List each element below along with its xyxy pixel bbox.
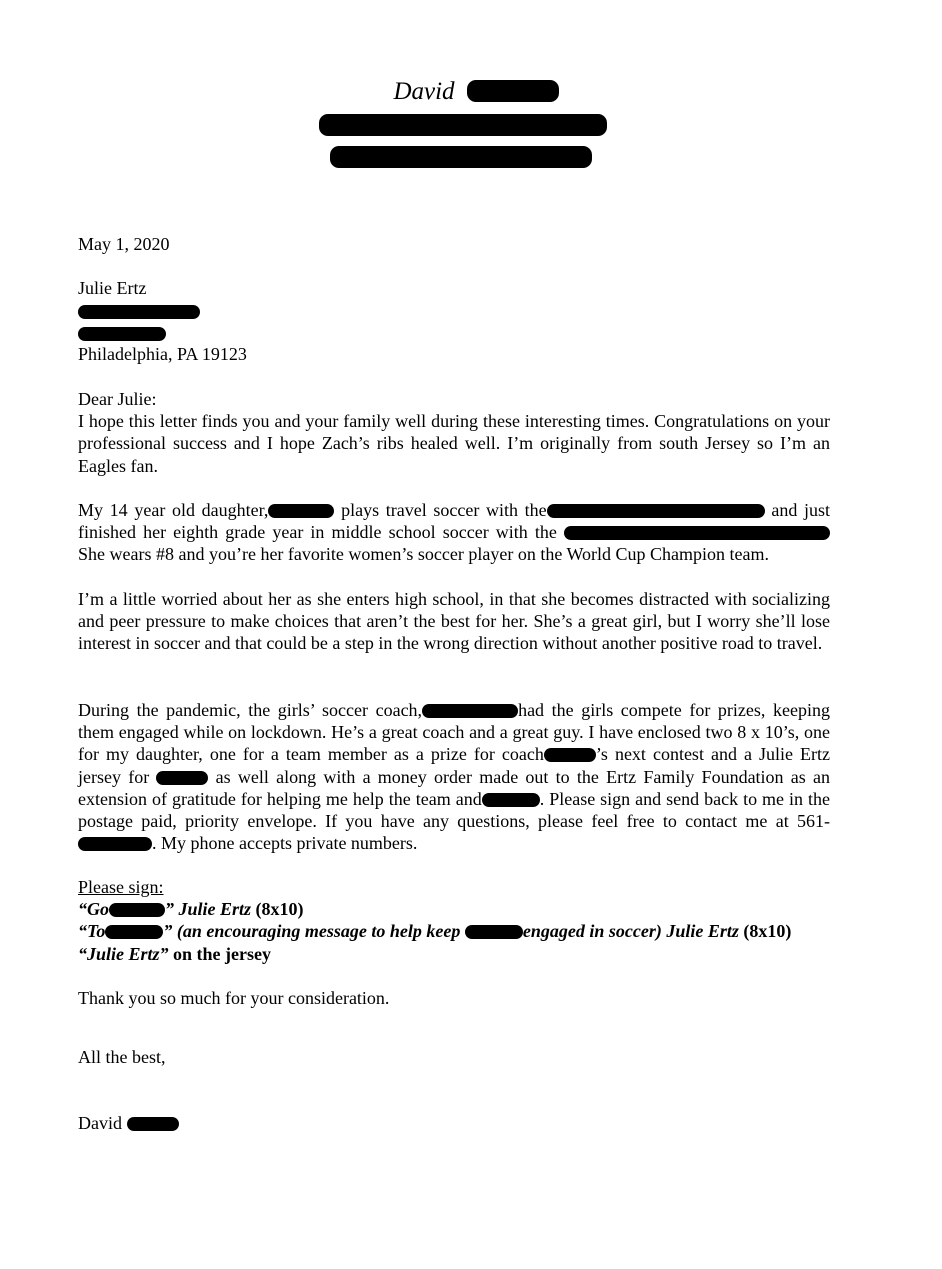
- recipient-address: [78, 277, 830, 365]
- redaction-mark: [482, 793, 540, 807]
- redaction-mark: [319, 114, 607, 136]
- redaction-mark: [156, 771, 208, 785]
- signature-name: David: [78, 1113, 122, 1133]
- redaction-mark: [78, 837, 152, 851]
- thanks-line: Thank you so much for your consideration.: [78, 988, 390, 1008]
- paragraph-4: During the pandemic, the girls’ soccer coach, had the girls compete for prizes, keeping them engaged while on lockdown. He’s a great coach and a great guy. I have enclosed two 8 x 10’s, one for my daughter, one for a team member as a prize for coach ’s next contest and a Julie Ertz jersey for as well along with a money order made out to the Ertz Family Foundation as an extension of gratitude for helping me help the team and . Please sign and send back to me in the postage paid, priority envelope. If you have any questions, please feel free to contact me at 561-. My phone accepts private numbers.: [78, 700, 831, 854]
- redaction-mark: [268, 504, 334, 518]
- letterhead: [0, 76, 942, 172]
- redaction-mark: [105, 925, 163, 939]
- letterhead-name: David: [393, 78, 455, 105]
- paragraph-2: My 14 year old daughter, plays travel soccer with the and just finished her eighth grade year in middle school soccer with the She wears #8 and you’re her favorite women’s soccer player on the World Cup Champion team.: [78, 500, 831, 565]
- paragraph-3: I’m a little worried about her as she enters high school, in that she becomes distracted with socializing and peer pressure to make choices that aren’t the best for her. She’s a great girl, but I worry she’ll lose interest in soccer and that could be a step in the wrong direction without another positive road to travel.: [78, 589, 830, 654]
- redaction-mark: [564, 526, 830, 540]
- redaction-mark: [544, 748, 596, 762]
- paragraph-1: I hope this letter finds you and your family well during these interesting times. Congratulations on your professional success and I hope Zach’s ribs healed well. I’m originally from south Jersey so I’m an Eagles fan.: [78, 411, 830, 476]
- signature-line: [78, 1112, 830, 1134]
- redaction-mark: [127, 1117, 179, 1131]
- recipient-name: Julie Ertz: [78, 278, 147, 298]
- closing-line: All the best,: [78, 1047, 166, 1067]
- redaction-mark: [465, 925, 523, 939]
- salutation: Dear Julie:: [78, 389, 157, 409]
- redaction-mark: [78, 327, 166, 341]
- sign-request-1: “Go ” Julie Ertz (8x10): [78, 899, 304, 920]
- redaction-mark: [109, 903, 165, 917]
- signing-requests: [78, 876, 858, 965]
- redaction-mark: [467, 80, 559, 102]
- letter-opening: [78, 388, 830, 477]
- letter-date: May 1, 2020: [78, 234, 170, 254]
- sign-request-3: “Julie Ertz” on the jersey: [78, 943, 272, 964]
- redaction-mark: [330, 146, 592, 168]
- redaction-mark: [547, 504, 765, 518]
- please-sign-heading: Please sign:: [78, 877, 164, 897]
- recipient-city: Philadelphia, PA 19123: [78, 344, 247, 365]
- redaction-mark: [422, 704, 518, 718]
- redaction-mark: [78, 305, 200, 319]
- sign-request-2: “To ” (an encouraging message to help keep engaged in soccer) Julie Ertz (8x10): [78, 921, 792, 942]
